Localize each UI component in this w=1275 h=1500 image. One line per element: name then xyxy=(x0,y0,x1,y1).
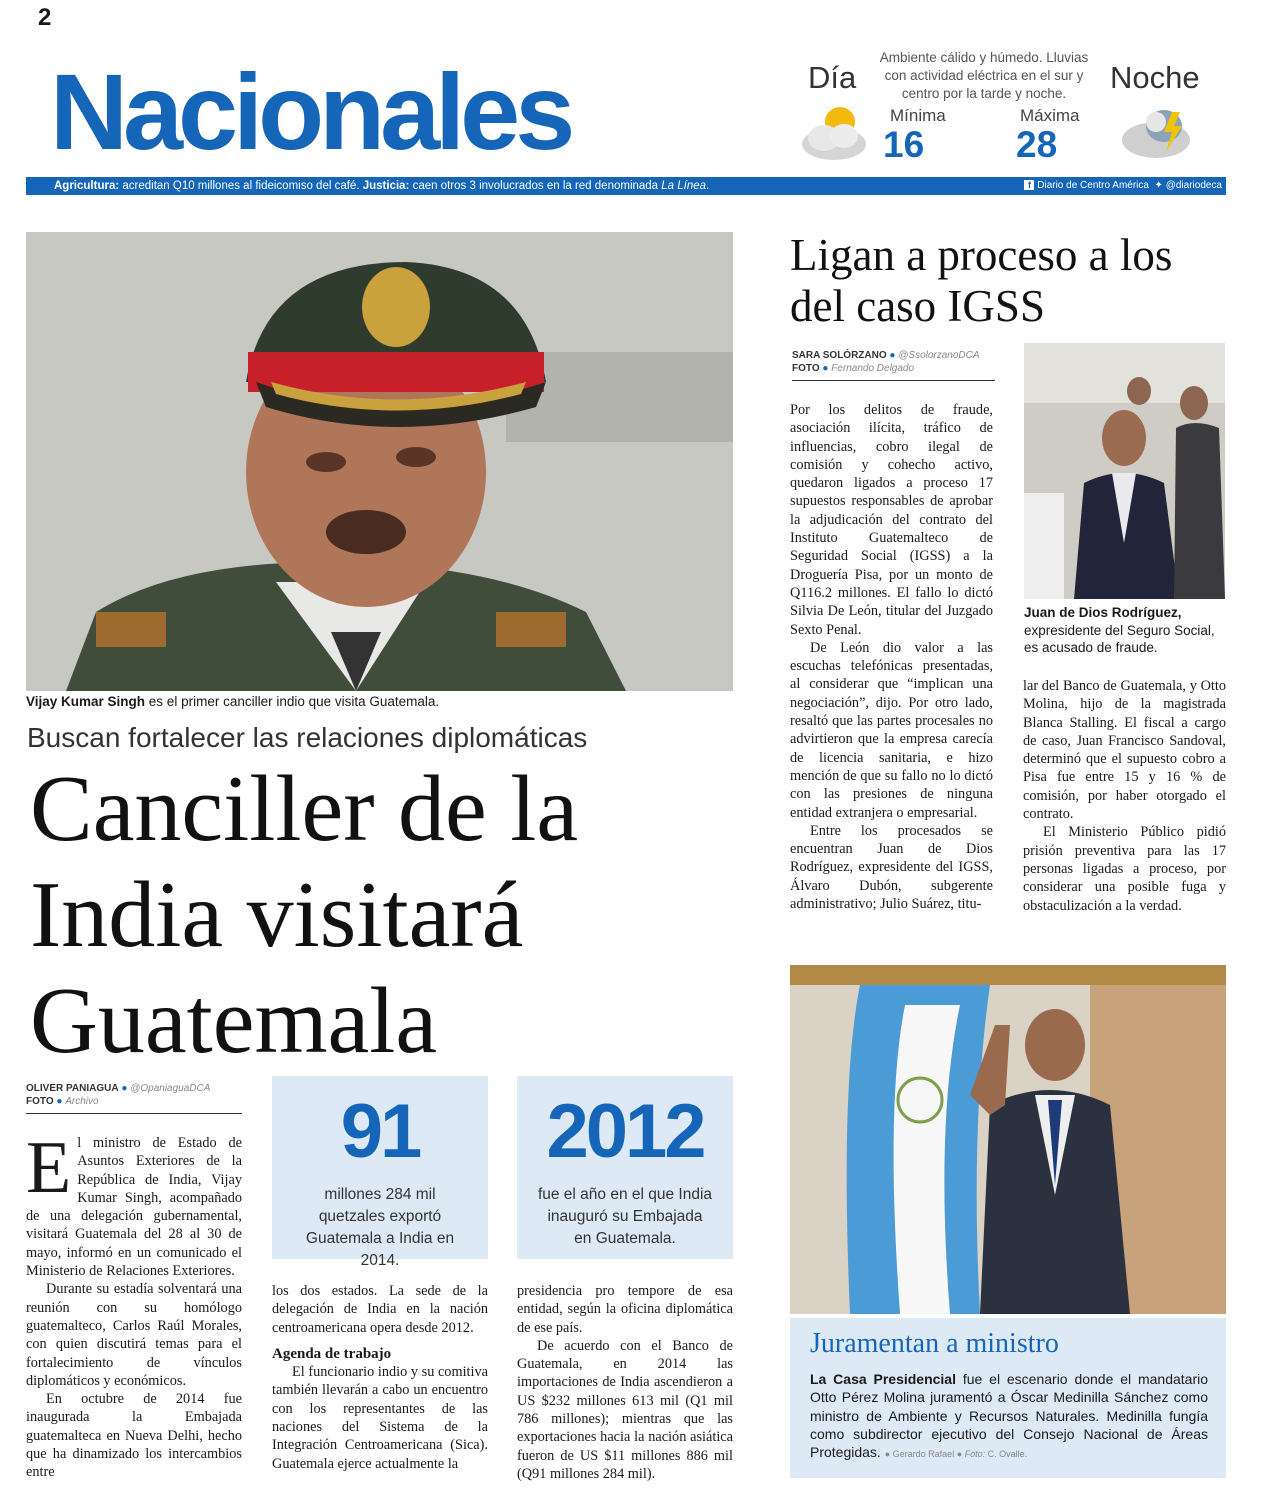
swearing-in-title: Juramentan a ministro xyxy=(810,1328,1059,1359)
igss-paragraph-4: lar del Banco de Guatemala, y Otto Molina, hijo de la magistrada Blanca Stalling. El fiscal a cargo de caso, Juan Francisco Sandoval, determinó que el supuesto cobro a Pisa fue entre 15 y 16 % de comisión, por haber otorgado el contrato. xyxy=(1023,678,1226,823)
byline-photo-label: FOTO xyxy=(792,363,820,374)
igss-byline: SARA SOLÓRZANO ● @SsolorzanoDCA FOTO ● Fernando Delgado xyxy=(792,349,995,381)
main-paragraph-2: Durante su estadía solventará una reunión con su homólogo guatemalteco, Carlos Raúl Morales, con quien discutirá temas para el fortalecimiento de vínculos diplomáticos y económicos. xyxy=(26,1281,242,1389)
main-paragraph-6: presidencia pro tempore de esa entidad, según la oficina diplomática de ese país. xyxy=(517,1283,733,1336)
swearing-in-credit: ● Gerardo Rafael ● Foto: C. Ovalle. xyxy=(884,1449,1028,1460)
swearing-in-text xyxy=(810,1370,1208,1463)
igss-headline: Ligan a proceso a los del caso IGSS xyxy=(790,230,1173,331)
byline-photo: Fernando Delgado xyxy=(831,363,915,374)
fact-number: 91 xyxy=(340,1089,420,1174)
igss-column-1 xyxy=(790,401,993,913)
igss-paragraph-1: Por los delitos de fraude, asociación ilícita, tráfico de influencias, cobro ilegal de comisión y cohecho activo, quedaron ligados a proceso 17 supuestos responsables de aprobar la adjudicación del contrato del Instituto Guatemalteco de Seguridad Social (IGSS) a la Droguería Pisa, por un monto de Q116.2 millones. El fallo lo dictó Silvia De León, titular del Juzgado Sexto Penal. xyxy=(790,402,993,638)
byline-photo: Archivo xyxy=(65,1096,99,1107)
ticker-label-agricultura: Agricultura: xyxy=(54,180,120,192)
byline-handle: @OpaniaguaDCA xyxy=(130,1083,211,1094)
main-column-1 xyxy=(26,1127,242,1482)
section-title: Nacionales xyxy=(50,51,571,172)
igss-column-2 xyxy=(1023,677,1226,915)
news-ticker xyxy=(26,177,1226,195)
fact-text: millones 284 mil quetzales exportó Guatemala a India en 2014. xyxy=(305,1186,455,1269)
weather-day-label: Día xyxy=(808,60,857,95)
page-number: 2 xyxy=(38,4,52,31)
main-paragraph-5: El funcionario indio y su comitiva también llevarán a cabo un encuentro con los representantes de las naciones del Sistema de la Integración Centroamericana (Sica). Guatemala ejerce actualmente la xyxy=(272,1364,488,1472)
drop-cap: E xyxy=(26,1127,72,1209)
twitter-handle[interactable]: @diariodeca xyxy=(1165,180,1222,191)
weather-night-label: Noche xyxy=(1110,60,1200,95)
ticker-label-justicia: Justicia: xyxy=(362,180,410,192)
main-column-3 xyxy=(517,1282,733,1483)
caption-name: Juan de Dios Rodríguez, xyxy=(1024,605,1182,620)
courtroom-illustration xyxy=(1024,343,1225,599)
weather-min-value: 16 xyxy=(883,124,925,165)
subhead-agenda: Agenda de trabajo xyxy=(272,1345,392,1362)
main-kicker: Buscan fortalecer las relaciones diplomáticas xyxy=(27,722,588,753)
ticker-text-justicia: caen otros 3 involucrados en la red denominada xyxy=(409,180,662,192)
caption-text: expresidente del Seguro Social, es acusado de fraude. xyxy=(1024,622,1215,655)
byline-author: OLIVER PANIAGUA xyxy=(26,1083,119,1094)
igss-photo xyxy=(1024,343,1225,599)
igss-paragraph-5: El Ministerio Público pidió prisión preventiva para las 17 personas ligadas a proceso, por considerar una posible fuga y obstaculización a la verdad. xyxy=(1023,824,1226,914)
byline-handle: @SsolorzanoDCA xyxy=(898,350,980,361)
weather-max-label: Máxima xyxy=(1020,106,1080,125)
general-portrait-illustration xyxy=(26,232,733,691)
fact-number: 2012 xyxy=(546,1089,704,1174)
igss-paragraph-2: De León dio valor a las escuchas telefónicas presentadas, al considerar que “implican una negociación”, dijo. Por otro lado, resaltó que las partes procesales no advirtieron que la empresa carecía de licencia sanitaria, e hizo mención de que su fallo no lo dictó con las presiones de ninguna entidad extranjera o empresarial. xyxy=(790,639,993,821)
main-column-2 xyxy=(272,1282,488,1473)
fact-text: fue el año en el que India inauguró su Embajada en Guatemala. xyxy=(537,1186,713,1247)
main-paragraph-7: De acuerdo con el Banco de Guatemala, en 2014 las importaciones de India ascendieron a US $232 millones 613 mil (Q1 mil 786 millones); mientras que las exportaciones hacia la nación asiática fueron de US $11 millones 886 mil (Q91 millones 284 mil). xyxy=(517,1337,733,1482)
ticker-end: . xyxy=(706,180,710,192)
fact-box-2012 xyxy=(517,1076,733,1259)
weather-min-label: Mínima xyxy=(890,106,946,125)
byline-photo-label: FOTO xyxy=(26,1096,54,1107)
main-paragraph-4: los dos estados. La sede de la delegación de India en la nación centroamericana opera desde 2012. xyxy=(272,1283,488,1336)
swearing-in-lead: La Casa Presidencial xyxy=(810,1371,956,1387)
igss-paragraph-3: Entre los procesados se encuentran Juan de Dios Rodríguez, expresidente del IGSS, Álvaro Dubón, subgerente administrativo; Julio Suárez, titu- xyxy=(790,822,993,913)
facebook-icon: f xyxy=(1024,180,1034,190)
main-photo-caption xyxy=(26,694,439,709)
main-headline: Canciller de la India visitará Guatemala xyxy=(30,757,579,1073)
swearing-in-photo xyxy=(790,965,1226,1314)
weather-description: Ambiente cálido y húmedo. Lluvias con actividad eléctrica en el sur y centro por la tarde y noche. xyxy=(879,50,1089,101)
ticker-italic: La Línea xyxy=(661,180,707,192)
ticker-text-agricultura: acreditan Q10 millones al fideicomiso del café. xyxy=(119,180,363,192)
partly-cloudy-icon xyxy=(800,100,868,164)
storm-night-icon xyxy=(1120,100,1192,164)
swearing-in-illustration xyxy=(790,965,1226,1314)
main-photo xyxy=(26,232,733,691)
caption-name: Vijay Kumar Singh xyxy=(26,694,146,709)
swearing-in-body: fue el escenario donde el mandatario Otto Pérez Molina juramentó a Óscar Medinilla Sánchez como ministro de Ambiente y Recursos Naturales. Medinilla fungía como subdirector ejecutivo del Consejo Nacional de Áreas Protegidas. xyxy=(810,1371,1208,1461)
main-paragraph-1: l ministro de Estado de Asuntos Exteriores de la República de India, Vijay Kumar Singh, acompañado de una delegación gubernamental, visitará Guatemala del 28 al 30 de mayo, informó en un comunicado el Ministerio de Relaciones Exteriores. xyxy=(26,1135,242,1280)
caption-text: es el primer canciller indio que visita Guatemala. xyxy=(145,694,440,709)
fact-box-91 xyxy=(272,1076,488,1269)
twitter-icon: ✦ xyxy=(1154,180,1163,191)
weather-max-value: 28 xyxy=(1016,124,1058,165)
byline-author: SARA SOLÓRZANO xyxy=(792,350,887,361)
main-byline: OLIVER PANIAGUA ● @OpaniaguaDCA FOTO ● Archivo xyxy=(26,1082,242,1114)
igss-photo-caption xyxy=(1024,604,1224,657)
facebook-handle[interactable]: Diario de Centro América xyxy=(1037,180,1149,191)
main-paragraph-3: En octubre de 2014 fue inaugurada la Embajada guatemalteca en Nueva Delhi, hecho que ha dinamizado los intercambios entre xyxy=(26,1391,242,1481)
